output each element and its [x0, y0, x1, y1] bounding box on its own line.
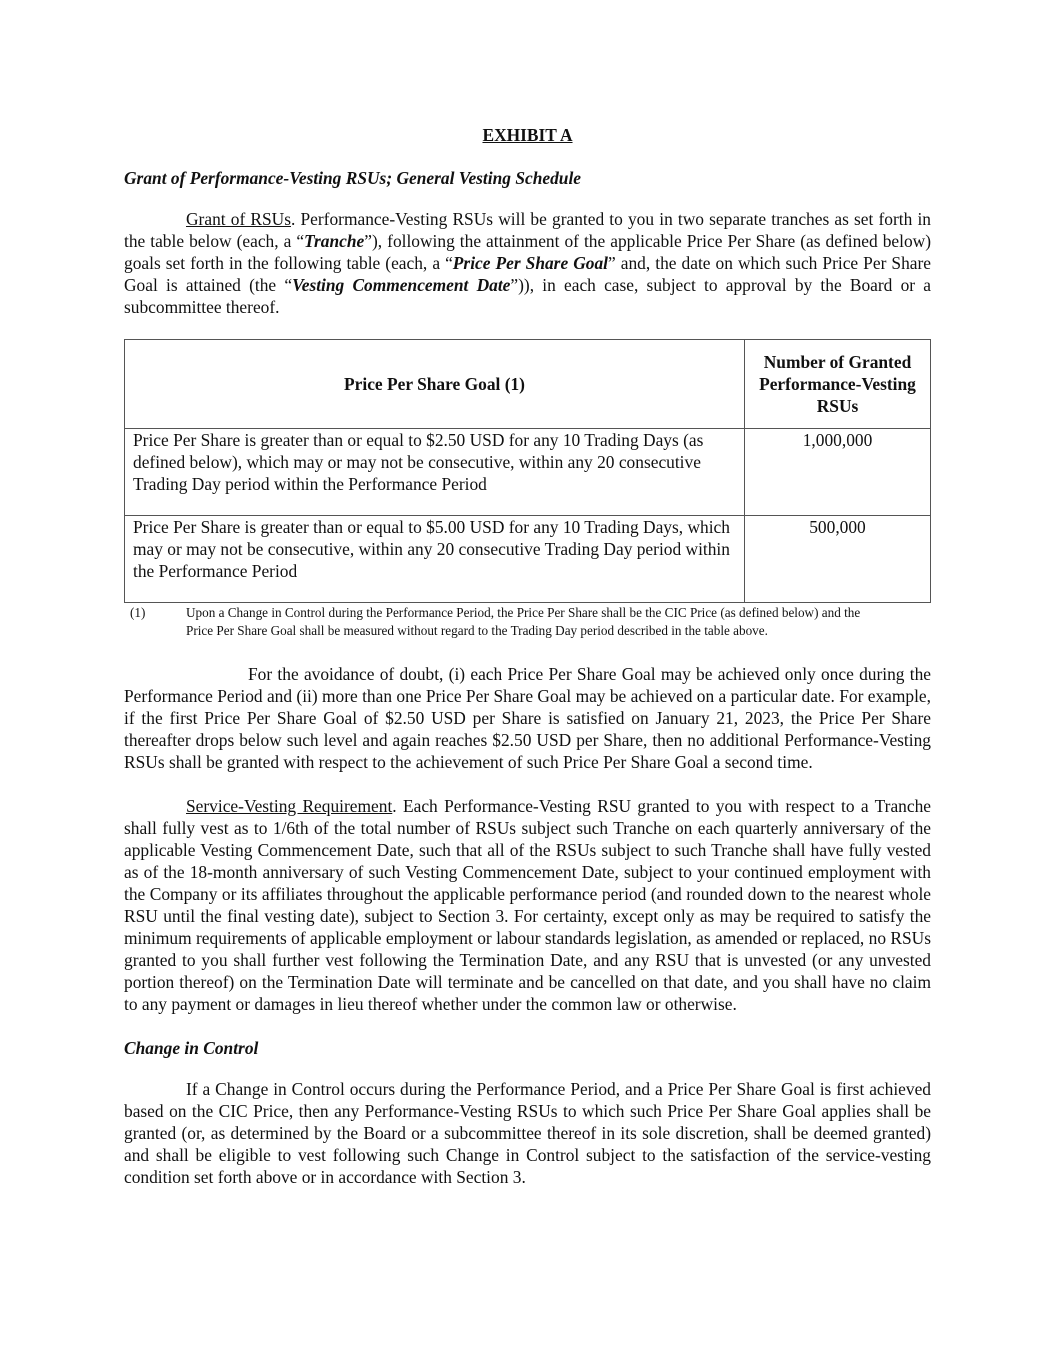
goal-cell: Price Per Share is greater than or equal to $2.50 USD for any 10 Trading Days (as defined below), which may or may not be consecutive, within any 20 consecutive Trading Day period within the Performance Period — [125, 429, 745, 516]
header-rsus: Number of Granted Performance-Vesting RSUs — [745, 340, 931, 429]
service-label: Service-Vesting Requirement — [186, 796, 393, 816]
table-row — [125, 516, 931, 603]
defined-term: Tranche — [304, 231, 365, 251]
service-paragraph — [124, 795, 931, 1015]
text: . Each Performance-Vesting RSU granted to you with respect to a Tranche shall fully vest as to 1/6th of the total number of RSUs subject such Tranche on each quarterly anniversary of the applicable Vesting Commencement Date, such that all of the RSUs subject to such Tranche shall have fully vested as of the 18-month anniversary of such Vesting Commencement Date, subject to your continued employment with the Company or its affiliates throughout the applicable performance period (and rounded down to the nearest whole RSU until the final vesting date), subject to Section 3. For certainty, except only as may be required to satisfy the minimum requirements of applicable employment or labour standards legislation, as amended or replaced, no RSUs granted to you shall further vest following the Termination Date, and any RSU that is unvested (or any unvested portion thereof) on the Termination Date will terminate and be cancelled on that date, and you shall have no claim to any payment or damages in lieu thereof whether under the common law or otherwise. — [124, 796, 931, 1014]
section-heading-cic: Change in Control — [124, 1038, 259, 1058]
footnote — [124, 604, 931, 640]
document-page — [124, 124, 931, 1188]
defined-term: Price Per Share Goal — [452, 253, 608, 273]
footnote-text: Upon a Change in Control during the Performance Period, the Price Per Share shall be the CIC Price (as defined below) and the Price Per Share Goal shall be measured without regard to the Trading Day period described in the table above. — [186, 605, 861, 638]
header-goal: Price Per Share Goal (1) — [125, 340, 745, 429]
goal-cell: Price Per Share is greater than or equal to $5.00 USD for any 10 Trading Days, which may or may not be consecutive, within any 20 consecutive Trading Day period within the Performance Period — [125, 516, 745, 603]
grant-label: Grant of RSUs — [186, 209, 291, 229]
table-row — [125, 429, 931, 516]
defined-term: Vesting Commencement Date — [292, 275, 511, 295]
footnote-marker: (1) — [130, 605, 146, 620]
cic-paragraph: If a Change in Control occurs during the Performance Period, and a Price Per Share Goal is first achieved based on the CIC Price, then any Performance-Vesting RSUs to which such Price Per Share Goal applies shall be granted (or, as determined by the Board or a subcommittee thereof in its sole discretion, shall be deemed granted) and shall be eligible to vest following such Change in Control subject to the satisfaction of the service-vesting condition set forth above or in accordance with Section 3. — [124, 1079, 931, 1187]
table-header — [125, 340, 931, 429]
goals-table — [124, 339, 931, 603]
text: ”)), in each case, subject to approval by the Board or a subcommittee thereof. — [124, 275, 932, 317]
rsus-cell: 500,000 — [745, 516, 931, 603]
text: . Performance-Vesting RSUs will be granted to you in two separate tranches as set forth in the table below (each, a “ — [124, 209, 931, 251]
text: ”), following the attainment of the applicable Price Per Share (as defined below) goals set forth in the following table (each, a “ — [124, 231, 931, 273]
rsus-cell: 1,000,000 — [745, 429, 931, 516]
text: ” and, the date on which such Price Per Share Goal is attained (the “ — [124, 253, 932, 295]
grant-paragraph — [124, 208, 931, 318]
exhibit-title: EXHIBIT A — [482, 125, 573, 145]
section-heading-grant: Grant of Performance-Vesting RSUs; General Vesting Schedule — [124, 168, 582, 188]
avoidance-paragraph: For the avoidance of doubt, (i) each Price Per Share Goal may be achieved only once during the Performance Period and (ii) more than one Price Per Share Goal may be achieved on a particular date. For example, if the first Price Per Share Goal of $2.50 USD per Share is satisfied on January 21, 2023, the Price Per Share thereafter drops below such level and again reaches $2.50 USD per Share, then no additional Performance-Vesting RSUs shall be granted with respect to the achievement of such Price Per Share Goal a second time. — [124, 664, 931, 772]
